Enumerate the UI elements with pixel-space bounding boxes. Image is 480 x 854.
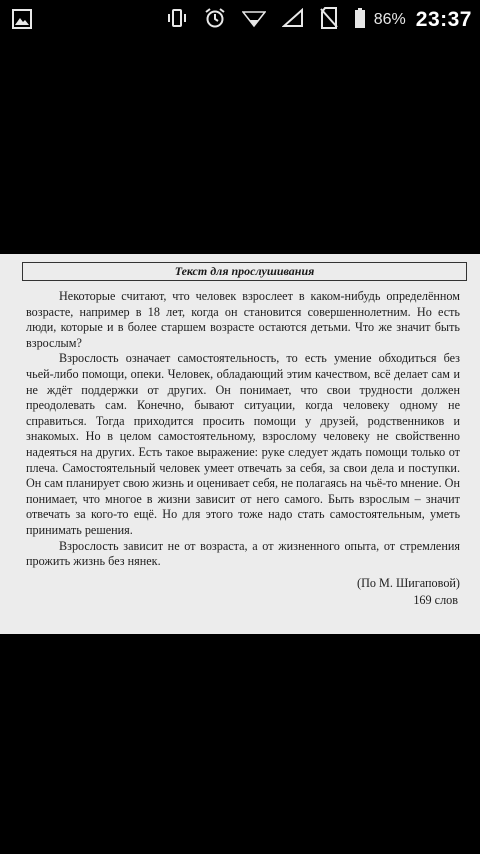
image-icon[interactable] xyxy=(12,9,32,34)
paragraph: Взрослость зависит не от возраста, а от жизненного опыта, от стремления прожить жизнь без нянек. xyxy=(26,538,460,569)
wifi-icon xyxy=(242,8,266,33)
vibrate-icon xyxy=(166,8,188,33)
no-sim-icon xyxy=(320,7,338,34)
alarm-icon xyxy=(204,7,226,34)
attribution: (По М. Шигаповой) xyxy=(357,576,460,590)
status-icons xyxy=(166,0,472,40)
document-body xyxy=(26,289,460,570)
battery-percent: 86% xyxy=(373,11,406,28)
battery-icon xyxy=(354,7,366,34)
clock: 23:37 xyxy=(415,8,472,31)
signal-icon xyxy=(282,8,304,33)
status-bar xyxy=(0,0,480,40)
word-count: 169 слов xyxy=(413,593,458,607)
paragraph: Взрослость означает самостоятельность, то есть умение обходиться без чьей-либо помощи, опеки. Человек, обладающий этим качеством, всё делает сам и не ждёт поддержки от других. Он понимает, что свои трудности должен преодолевать сам. Конечно, бывают ситуации, когда человеку одному не справиться. Тогда приходится просить помощи у друзей, родственников и знакомых. Но в целом самостоятельному, взрослому человеку не свойственно надеяться на других. Есть такое выражение: руке следует ждать помощи только от плеча. Самостоятельный человек умеет отвечать за себя, за свои дела и поступки. Он сам планирует свою жизнь и оценивает себя, не полагаясь на чьё-то мнение. Он понимает, что многое в жизни зависит от него самого. Быть взрослым – значит отвечать за кого-то ещё. Но для этого тоже надо стать самостоятельным, уметь принимать решения. xyxy=(26,351,460,537)
document-image[interactable] xyxy=(0,254,480,634)
document-title: Текст для прослушивания xyxy=(22,262,467,281)
paragraph: Некоторые считают, что человек взрослеет в каком-нибудь определённом возрасте, например в 18 лет, когда он становится совершеннолетним. Но есть люди, которые и в более старшем возрасте остаются детьми. Что же значит быть взрослым? xyxy=(26,289,460,350)
